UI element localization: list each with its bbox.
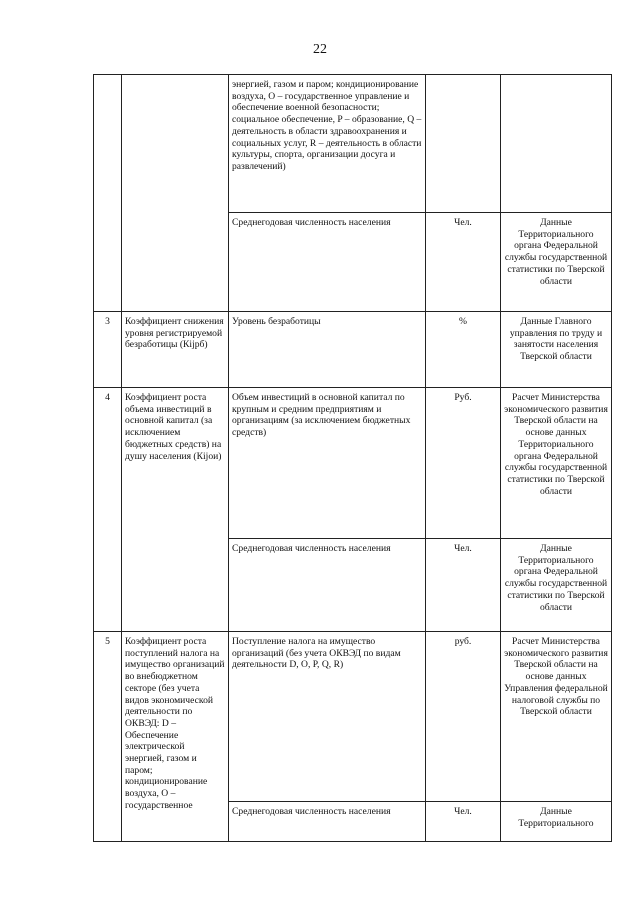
indicator-table: [93, 74, 612, 842]
unit-cell: Чел.: [426, 213, 501, 312]
source-cell: Данные Территориального: [501, 802, 612, 842]
source-cell: Данные Территориального органа Федеральной службы государственной статистики по Тверской области: [501, 539, 612, 632]
table-row: [94, 75, 612, 213]
source-cell: Данные Главного управления по труду и занятости населения Тверской области: [501, 312, 612, 388]
unit-cell: Чел.: [426, 539, 501, 632]
unit-cell: %: [426, 312, 501, 388]
row-number-cell: 4: [94, 388, 122, 632]
unit-cell: [426, 75, 501, 213]
source-cell: Данные Территориального органа Федеральной службы государственной статистики по Тверской области: [501, 213, 612, 312]
coefficient-name-cell: Коэффициент роста поступлений налога на имущество организаций во внебюджетном секторе (без учета видов экономической деятельности по ОКВЭД: D – Обеспечение электрической энергией, газом и паром; кондиционирование воздуха, O – государственное: [122, 632, 229, 842]
page-number: 22: [313, 42, 327, 57]
unit-cell: руб.: [426, 632, 501, 802]
indicator-cell: Уровень безработицы: [229, 312, 426, 388]
indicator-cell: Объем инвестиций в основной капитал по крупным и средним предприятиям и организациям (за исключением бюджетных средств): [229, 388, 426, 539]
indicator-cell: Среднегодовая численность населения: [229, 802, 426, 842]
unit-cell: Руб.: [426, 388, 501, 539]
coefficient-name-cell: Коэффициент снижения уровня регистрируемой безработицы (Кijрб): [122, 312, 229, 388]
table-row: [94, 632, 612, 802]
row-number-cell: 5: [94, 632, 122, 842]
source-cell: Расчет Министерства экономического развития Тверской области на основе данных Управления федеральной налоговой службы по Тверской области: [501, 632, 612, 802]
source-cell: [501, 75, 612, 213]
coefficient-name-cell: [122, 75, 229, 312]
indicator-cell: Среднегодовая численность населения: [229, 213, 426, 312]
indicator-cell: Поступление налога на имущество организаций (без учета ОКВЭД по видам деятельности D, O, P, Q, R): [229, 632, 426, 802]
row-number-cell: [94, 75, 122, 312]
table-row: [94, 312, 612, 388]
coefficient-name-cell: Коэффициент роста объема инвестиций в основной капитал (за исключением бюджетных средств) на душу населения (Кijои): [122, 388, 229, 632]
row-number-cell: 3: [94, 312, 122, 388]
indicator-cell: Среднегодовая численность населения: [229, 539, 426, 632]
table-row: [94, 388, 612, 539]
source-cell: Расчет Министерства экономического развития Тверской области на основе данных Территориального органа Федеральной службы государственной статистики по Тверской области: [501, 388, 612, 539]
indicator-cell: энергией, газом и паром; кондиционирование воздуха, O – государственное управление и обеспечение военной безопасности; социальное обеспечение, P – образование, Q – деятельность в области здравоохранения и социальных услуг, R – деятельность в области культуры, спорта, организации досуга и развлечений): [229, 75, 426, 213]
unit-cell: Чел.: [426, 802, 501, 842]
